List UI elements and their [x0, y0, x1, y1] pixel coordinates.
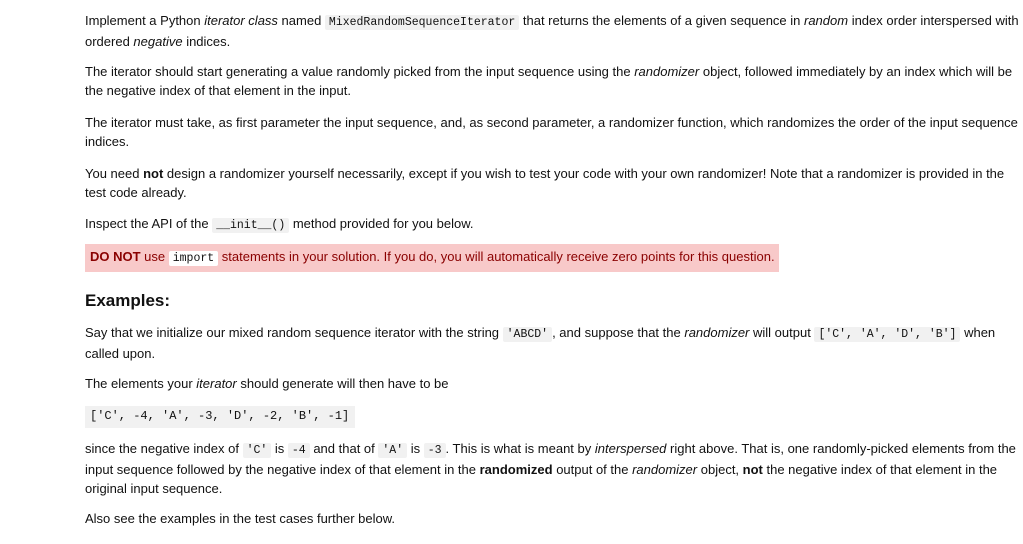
class-name-code: MixedRandomSequenceIterator — [325, 15, 519, 30]
intro-paragraph: Implement a Python iterator class named MixedRandomSequenceIterator that returns the elements of a given sequence in random index order interspersed with ordered negative indices. — [85, 13, 1019, 49]
explanation-paragraph: since the negative index of 'C' is -4 and that of 'A' is -3 . This is what is meant by interspersed right above. That is, one randomly-picked elements from the input sequence followed by the negative index of that element in the randomized output of the randomizer object, not the negative index of that element in the original input sequence. — [85, 441, 1016, 496]
see-also-paragraph: Also see the examples in the test cases further below. — [85, 511, 396, 526]
import-warning-banner: DO NOT use import statements in your solution. If you do, you will automatically receive zero points for this question. — [85, 244, 779, 272]
input-string-code: 'ABCD' — [503, 327, 552, 342]
params-paragraph: The iterator must take, as first parameter the input sequence, and, as second parameter, a randomizer function, which randomizes the order of the input sequence indices. — [85, 115, 1018, 149]
examples-heading: Examples: — [85, 291, 171, 310]
example-paragraph-1: Say that we initialize our mixed random sequence iterator with the string 'ABCD' , and suppose that the randomizer will output ['C', 'A', 'D', 'B'] when called upon. — [85, 325, 996, 361]
import-code: import — [169, 251, 218, 266]
randomizer-output-code: ['C', 'A', 'D', 'B'] — [814, 327, 960, 342]
expected-output-code-block: ['C', -4, 'A', -3, 'D', -2, 'B', -1] — [85, 406, 355, 428]
design-paragraph: You need not design a randomizer yourself necessarily, except if you wish to test your code with your own randomizer! Note that a randomizer is provided in the test code already. — [85, 166, 1005, 200]
start-paragraph: The iterator should start generating a value randomly picked from the input sequence using the randomizer object, followed immediately by an index which will be the negative index of that element in the input. — [85, 64, 1013, 98]
init-method-code: __init__() — [212, 218, 289, 233]
example-paragraph-2: The elements your iterator should generate will then have to be — [85, 376, 449, 391]
inspect-paragraph: Inspect the API of the __init__() method provided for you below. — [85, 216, 474, 232]
